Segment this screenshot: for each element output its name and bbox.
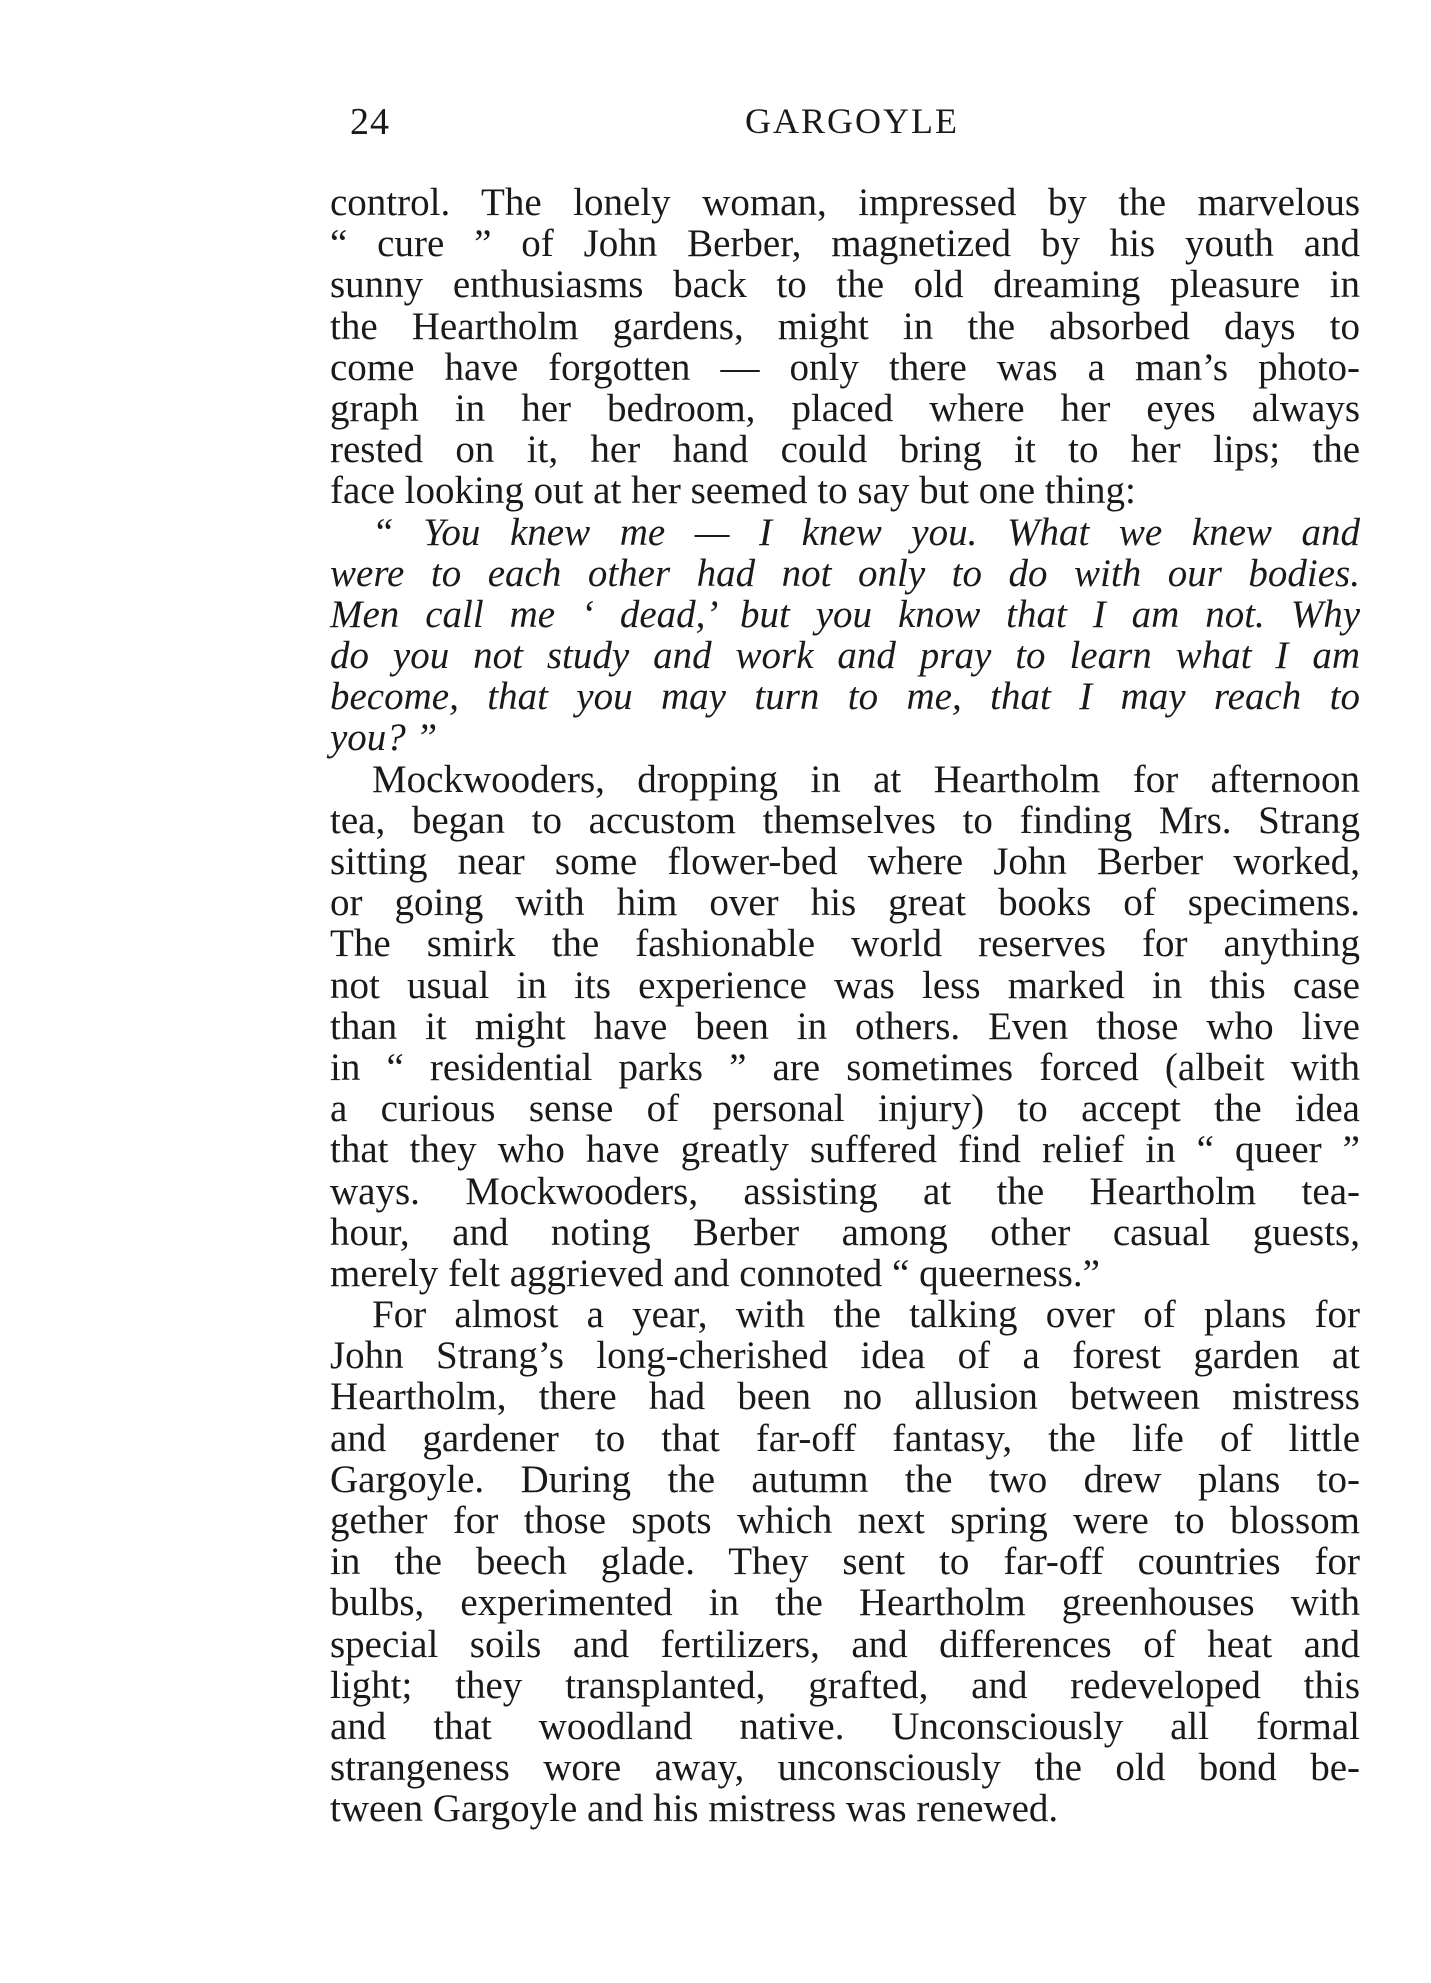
text-line: tea, began to accustom themselves to finding Mrs. Strang <box>330 798 1360 842</box>
quoted-passage <box>330 512 1360 759</box>
text-line: the Heartholm gardens, might in the absorbed days to <box>330 304 1360 348</box>
quote-line: do you not study and work and pray to learn what I am <box>330 634 1360 678</box>
text-line: than it might have been in others. Even those who live <box>330 1004 1360 1048</box>
text-line: strangeness wore away, unconsciously the old bond be- <box>330 1746 1360 1790</box>
page-number: 24 <box>350 101 390 143</box>
text-line: special soils and fertilizers, and differences of heat and <box>330 1622 1360 1666</box>
quote-line: you? ” <box>330 716 438 760</box>
text-line: not usual in its experience was less marked in this case <box>330 963 1360 1007</box>
text-line: light; they transplanted, grafted, and redeveloped this <box>330 1663 1360 1707</box>
text-line: come have forgotten — only there was a man’s photo- <box>330 345 1360 389</box>
text-line: For almost a year, with the talking over of plans for <box>372 1293 1360 1337</box>
quote-line: were to each other had not only to do with our bodies. <box>330 551 1360 595</box>
paragraph-3 <box>330 1294 1360 1829</box>
text-line: The smirk the fashionable world reserves for anything <box>330 922 1360 966</box>
text-line: Heartholm, there had been no allusion between mistress <box>330 1375 1360 1419</box>
text-line: gether for those spots which next spring were to blossom <box>330 1499 1360 1542</box>
body-text <box>330 182 1360 1830</box>
paragraph-2 <box>330 759 1360 1294</box>
text-line: merely felt aggrieved and connoted “ queerness.” <box>330 1251 1100 1295</box>
text-line: hour, and noting Berber among other casual guests, <box>330 1210 1360 1254</box>
paragraph-1 <box>330 182 1360 512</box>
text-line: Gargoyle. During the autumn the two drew plans to- <box>330 1457 1360 1501</box>
text-line: or going with him over his great books of specimens. <box>330 881 1360 925</box>
text-line: and gardener to that far-off fantasy, the life of little <box>330 1416 1360 1460</box>
quote-line: “ You knew me — I knew you. What we knew and <box>372 510 1360 554</box>
text-line: rested on it, her hand could bring it to her lips; the <box>330 428 1360 472</box>
text-line: that they who have greatly suffered find relief in “ queer ” <box>330 1128 1360 1172</box>
text-line: “ cure ” of John Berber, magnetized by his youth and <box>330 222 1360 266</box>
text-line: Mockwooders, dropping in at Heartholm for afternoon <box>372 757 1360 801</box>
text-line: sunny enthusiasms back to the old dreaming pleasure in <box>330 263 1360 307</box>
text-line: sitting near some flower-bed where John Berber worked, <box>330 840 1360 883</box>
text-line: a curious sense of personal injury) to accept the idea <box>330 1087 1360 1131</box>
text-line: in the beech glade. They sent to far-off countries for <box>330 1540 1360 1584</box>
text-line: graph in her bedroom, placed where her eyes always <box>330 386 1360 430</box>
text-line: face looking out at her seemed to say but one thing: <box>330 469 1136 513</box>
quote-line: become, that you may turn to me, that I may reach to <box>330 675 1360 719</box>
quote-line: Men call me ‘ dead,’ but you know that I am not. Why <box>330 592 1360 636</box>
text-line: and that woodland native. Unconsciously all formal <box>330 1704 1360 1748</box>
text-line: control. The lonely woman, impressed by the marvelous <box>330 181 1360 224</box>
running-title: GARGOYLE <box>745 101 959 141</box>
text-line: bulbs, experimented in the Heartholm greenhouses with <box>330 1581 1360 1625</box>
text-line: ways. Mockwooders, assisting at the Heartholm tea- <box>330 1169 1360 1213</box>
running-head <box>350 100 1360 160</box>
text-line: John Strang’s long-cherished idea of a forest garden at <box>330 1334 1360 1378</box>
text-line: tween Gargoyle and his mistress was renewed. <box>330 1787 1059 1831</box>
text-line: in “ residential parks ” are sometimes forced (albeit with <box>330 1045 1360 1089</box>
